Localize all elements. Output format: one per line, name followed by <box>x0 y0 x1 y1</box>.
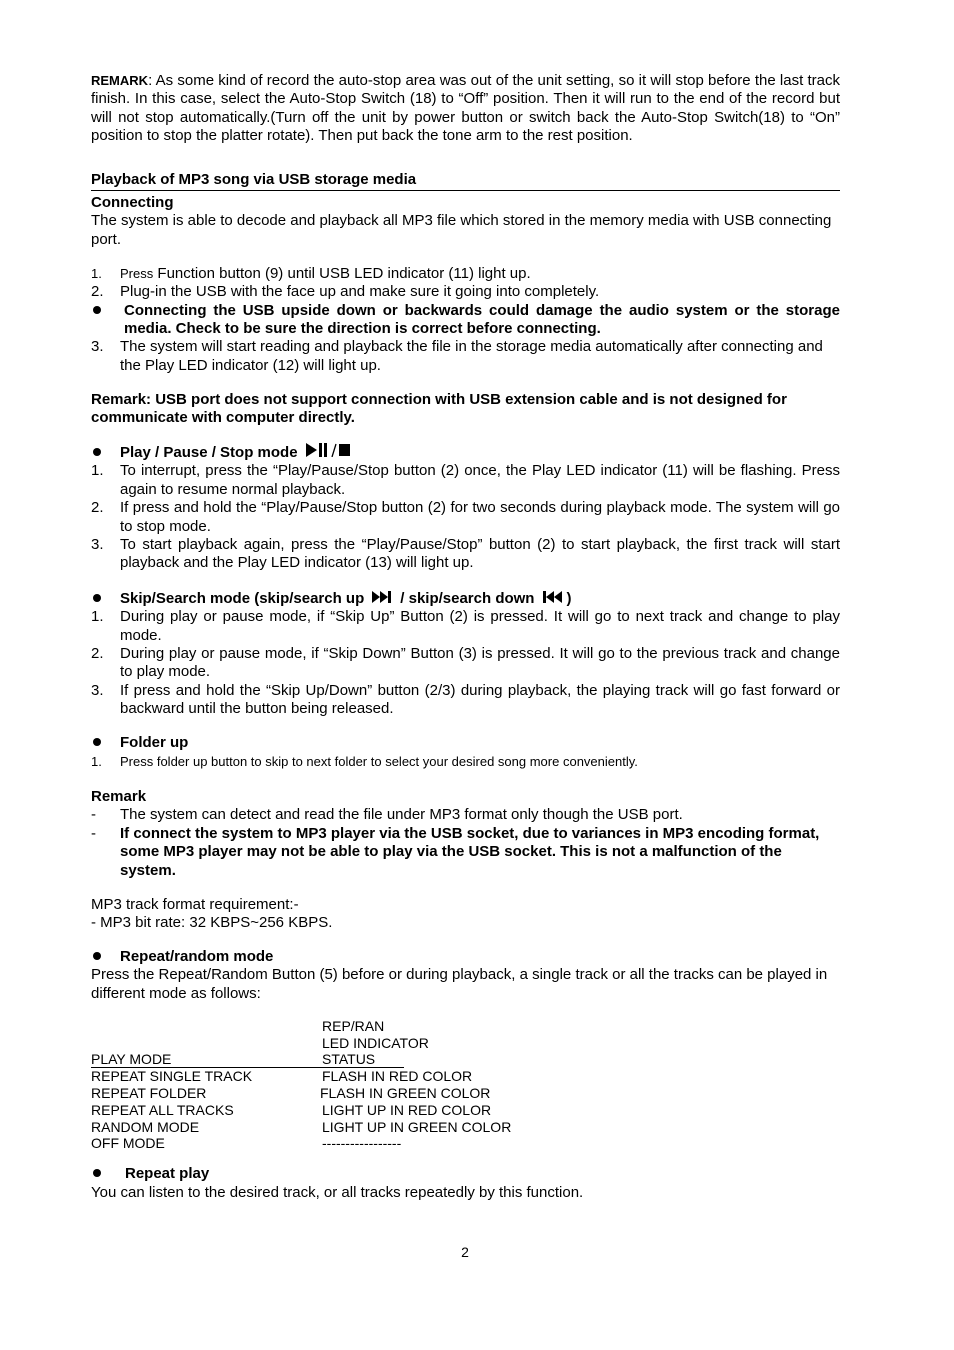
skip-down-icon <box>543 590 565 608</box>
mp3-format: MP3 track format requirement:- - MP3 bit rate: 32 KBPS~256 KBPS. <box>91 895 333 931</box>
bullet-icon <box>93 306 101 314</box>
table-header-row <box>91 1052 840 1069</box>
usb-warning: Connecting the USB upside down or backwards could damage the audio system or the storage media. Check to be sure the direction is correct before connecting. <box>124 301 840 337</box>
table-row: RANDOM MODE LIGHT UP IN GREEN COLOR <box>91 1118 512 1135</box>
manual-page <box>91 72 840 1202</box>
list-item: 1. Press folder up button to skip to next folder to select your desired song more conveniently. <box>91 753 638 769</box>
skip-up-icon <box>372 590 392 608</box>
list-item: 2. During play or pause mode, if “Skip Down” Button (3) is pressed. It will go to the previous track and change to play mode. <box>91 645 840 681</box>
section-heading: Skip/Search mode (skip/search up / skip/search down ) <box>91 590 840 608</box>
column-header-status: STATUS <box>322 1052 404 1069</box>
remark-label: REMARK <box>91 73 149 88</box>
list-item: 3. To start playback again, press the “Play/Pause/Stop” button (2) to start playback, the first track will start playback and the Play LED indicator (13) will light up. <box>91 536 840 572</box>
section-heading: Play / Pause / Stop mode <box>91 443 840 462</box>
warning-item <box>91 302 840 339</box>
list-item: 2. If press and hold the “Play/Pause/Stop button (2) for two seconds during playback mode. The system will go to stop mode. <box>91 499 840 535</box>
table-row: OFF MODE ----------------- <box>91 1135 402 1152</box>
skip-search-section <box>91 590 840 719</box>
list-item: - If connect the system to MP3 player via the USB socket, due to variances in MP3 encoding format, some MP3 player may not be able to play via the USB socket. This is not a malfunction of the system. <box>91 824 820 879</box>
table-header-row: REP/RAN <box>322 1018 385 1035</box>
list-item: 3. The system will start reading and playback the file in the storage media automatically after connecting and the Play LED indicator (12) will light up. <box>91 338 823 374</box>
list-item: 3. If press and hold the “Skip Up/Down” button (2/3) during playback, the playing track will go fast forward or backward until the button being released. <box>91 681 840 718</box>
connecting-text: The system is able to decode and playback all MP3 file which stored in the memory media with USB connecting port. <box>91 212 832 248</box>
repeat-random-intro: Press the Repeat/Random Button (5) before or during playback, a single track or all the tracks can be played in different mode as follows: <box>91 966 828 1002</box>
connecting-heading: Connecting <box>91 194 174 212</box>
remark-heading: Remark <box>91 788 147 805</box>
play-pause-icon <box>306 443 350 462</box>
section-heading: Repeat/random mode <box>91 948 840 966</box>
remark-section <box>91 788 840 880</box>
bullet-icon <box>93 1169 101 1177</box>
mode-table <box>91 1018 840 1152</box>
stop-icon <box>339 444 350 456</box>
list-item: 2. Plug-in the USB with the face up and make sure it going into completely. <box>91 283 600 301</box>
list-item: 1. During play or pause mode, if “Skip Up” Button (2) is pressed. It will go to next track and change to play mode. <box>91 608 840 644</box>
repeat-play-text: You can listen to the desired track, or all tracks repeatedly by this function. <box>91 1183 584 1201</box>
usb-section-title: Playback of MP3 song via USB storage media <box>91 171 840 191</box>
bullet-icon <box>93 952 101 960</box>
bullet-icon <box>93 738 101 746</box>
list-item: - The system can detect and read the file under MP3 format only though the USB port. <box>91 806 683 824</box>
remark-paragraph: REMARK: As some kind of record the auto-stop area was out of the unit setting, so it will stop before the last track finish. In this case, select the Auto-Stop Switch (18) to “Off” position. Then it will run to the end of the record but will not stop automatically.(Turn off the unit by power button or switch back the Auto-Stop Switch(18) to “On” position to stop the platter rotate). Then put back the tone arm to the rest position. <box>91 72 840 145</box>
repeat-play-section <box>91 1165 840 1202</box>
list-item: 1. To interrupt, press the “Play/Pause/Stop button (2) once, the Play LED indicator (11) will be flashing. Press again to resume normal playback. <box>91 462 840 498</box>
table-row: REPEAT SINGLE TRACK FLASH IN RED COLOR <box>91 1068 473 1085</box>
list-item: 1. Press Function button (9) until USB LED indicator (11) light up. <box>91 264 531 282</box>
section-heading: Repeat play <box>91 1165 840 1183</box>
table-header-row: LED INDICATOR <box>322 1034 429 1051</box>
repeat-random-section <box>91 948 840 1152</box>
usb-remark: Remark: USB port does not support connection with USB extension cable and is not designed for communicate with computer directly. <box>91 390 787 427</box>
usb-steps <box>91 265 840 375</box>
table-row: REPEAT ALL TRACKS LIGHT UP IN RED COLOR <box>91 1101 492 1118</box>
folder-up-section <box>91 734 840 771</box>
bullet-icon <box>93 594 101 602</box>
page-number: 2 <box>461 1244 469 1260</box>
section-heading: Folder up <box>91 734 840 752</box>
bullet-icon <box>93 448 101 456</box>
play-pause-section <box>91 443 840 573</box>
column-header-mode: PLAY MODE <box>91 1052 322 1069</box>
table-row: REPEAT FOLDER FLASH IN GREEN COLOR <box>91 1084 491 1101</box>
